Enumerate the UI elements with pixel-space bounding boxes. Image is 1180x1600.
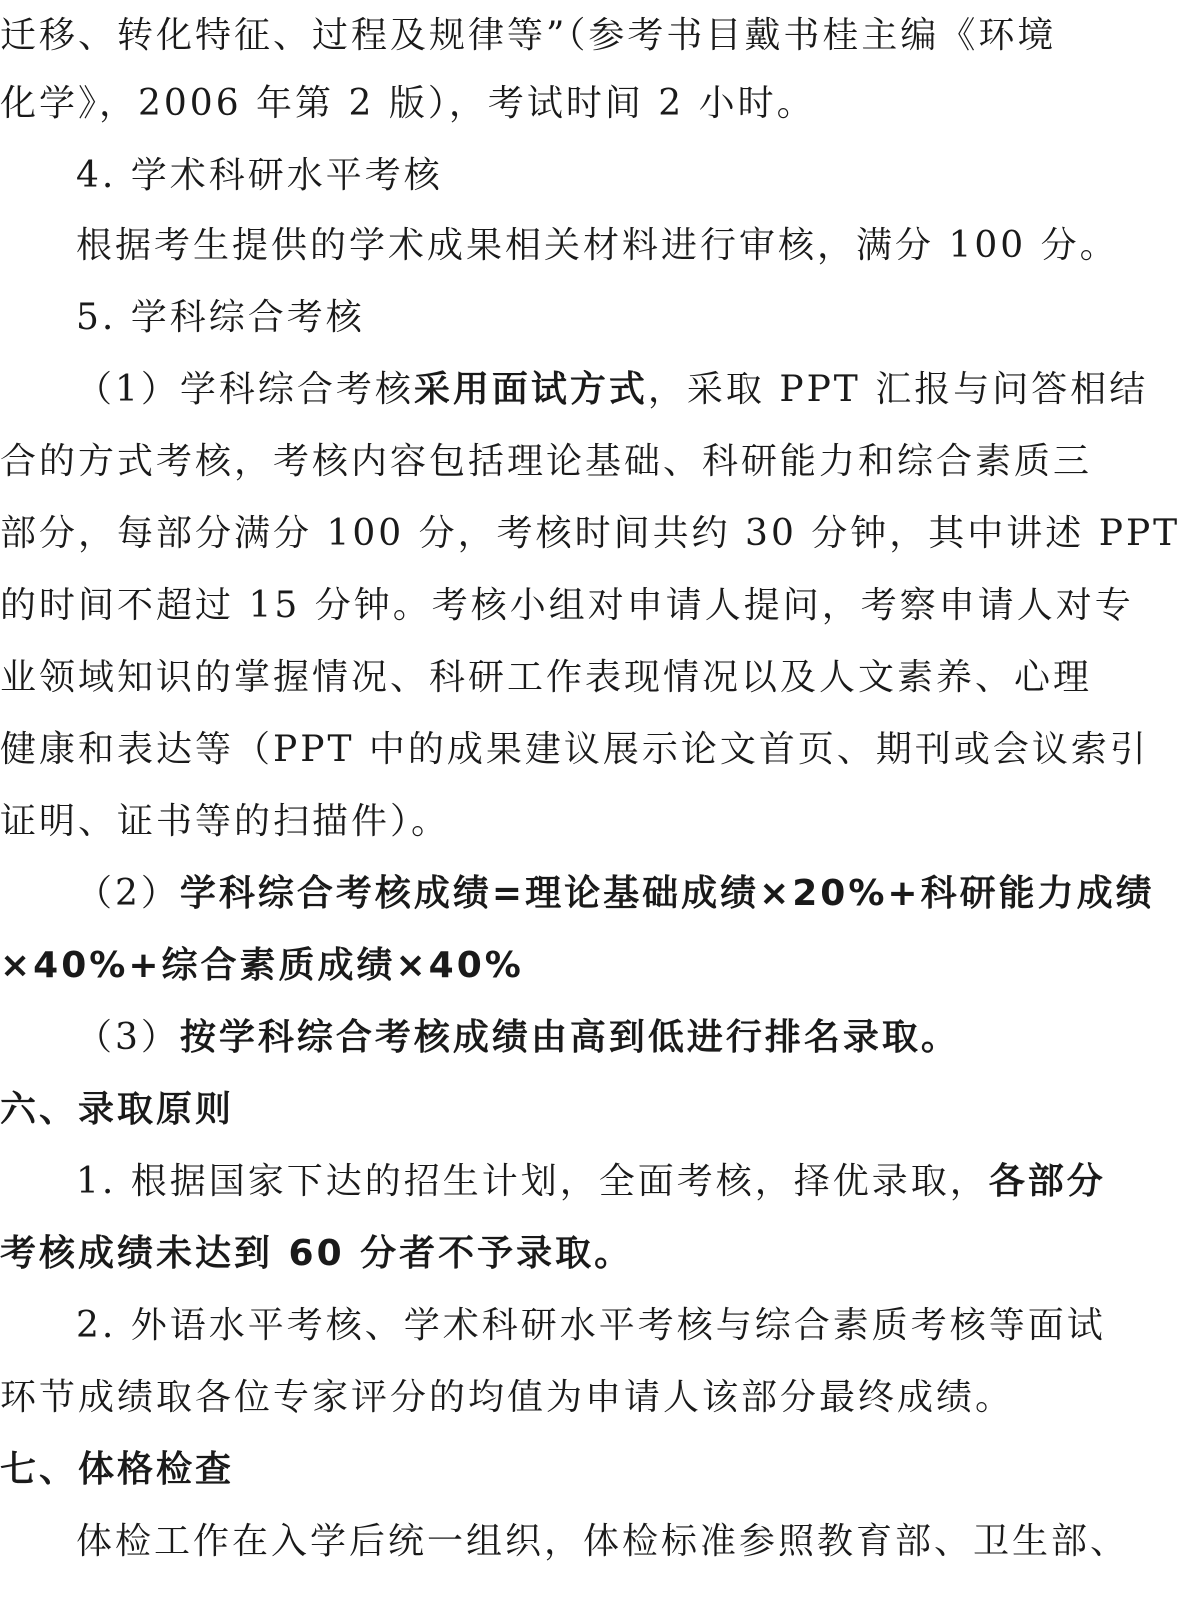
paragraph-line-8 (0, 498, 1180, 570)
text-run: 业领域知识的掌握情况、科研工作表现情况以及人文素养、心理 (0, 657, 1093, 698)
paragraph-line-20 (0, 1362, 1068, 1434)
paragraph-line-12 (0, 786, 1068, 858)
paragraph-line-6 (0, 354, 1149, 426)
bold-text-run: 按学科综合考核成绩由高到低进行排名录取。 (179, 1017, 960, 1058)
bold-text-run: 七、体格检查 (0, 1449, 235, 1490)
paragraph-line-17 (0, 1146, 1106, 1218)
paragraph-line-4 (0, 210, 1119, 282)
bold-text-run: 各部分 (988, 1161, 1106, 1202)
paragraph-line-19 (0, 1290, 1106, 1362)
ranking-line (0, 1002, 1068, 1074)
section-heading-5 (0, 282, 1068, 354)
section-heading-admission (0, 1074, 1068, 1146)
text-run: 证明、证书等的扫描件）。 (0, 801, 451, 842)
text-run: 环节成绩取各位专家评分的均值为申请人该部分最终成绩。 (0, 1377, 1015, 1418)
paragraph-line-7 (0, 426, 1093, 498)
text-run: （1）学科综合考核 (76, 369, 414, 410)
formula-line-2 (0, 930, 1068, 1002)
section-heading-physical (0, 1434, 1068, 1506)
text-run: （2） (76, 873, 180, 914)
text-run: 根据考生提供的学术成果相关材料进行审核，满分 100 分。 (76, 225, 1119, 266)
bold-text-run: 学科综合考核成绩=理论基础成绩×20%+科研能力成绩 (179, 873, 1155, 914)
paragraph-line-10 (0, 642, 1093, 714)
bold-text-run: 考核成绩未达到 60 分者不予录取。 (0, 1233, 634, 1274)
text-run: 4. 学术科研水平考核 (76, 155, 443, 196)
paragraph-line-11 (0, 714, 1149, 786)
section-heading-4 (0, 140, 1068, 212)
paragraph-line-1 (0, 0, 1068, 72)
text-run: 的时间不超过 15 分钟。考核小组对申请人提问，考察申请人对专 (0, 585, 1134, 626)
bold-text-run: 采用面试方式 (413, 369, 648, 410)
text-run: ，采取 PPT 汇报与问答相结 (647, 369, 1149, 410)
text-run: 5. 学科综合考核 (76, 297, 365, 338)
text-run: 化学》，2006 年第 2 版），考试时间 2 小时。 (0, 83, 816, 124)
text-run: 2. 外语水平考核、学术科研水平考核与综合素质考核等面试 (76, 1305, 1106, 1346)
paragraph-line-22 (0, 1506, 1130, 1578)
text-run: 迁移、转化特征、过程及规律等”（参考书目戴书桂主编《环境 (0, 15, 1057, 56)
bold-text-run: ×40%+综合素质成绩×40% (0, 945, 524, 986)
paragraph-line-2 (0, 68, 1068, 140)
text-run: 部分，每部分满分 100 分，考核时间共约 30 分钟，其中讲述 PPT (0, 513, 1180, 554)
bold-text-run: 六、录取原则 (0, 1089, 235, 1130)
text-run: 健康和表达等（PPT 中的成果建议展示论文首页、期刊或会议索引 (0, 729, 1149, 770)
text-run: 体检工作在入学后统一组织，体检标准参照教育部、卫生部、 (76, 1521, 1130, 1562)
paragraph-line-18 (0, 1218, 1068, 1290)
formula-line-1 (0, 858, 1155, 930)
paragraph-line-9 (0, 570, 1134, 642)
text-run: 1. 根据国家下达的招生计划，全面考核，择优录取， (76, 1161, 989, 1202)
text-run: 合的方式考核，考核内容包括理论基础、科研能力和综合素质三 (0, 441, 1093, 482)
text-run: （3） (76, 1017, 180, 1058)
